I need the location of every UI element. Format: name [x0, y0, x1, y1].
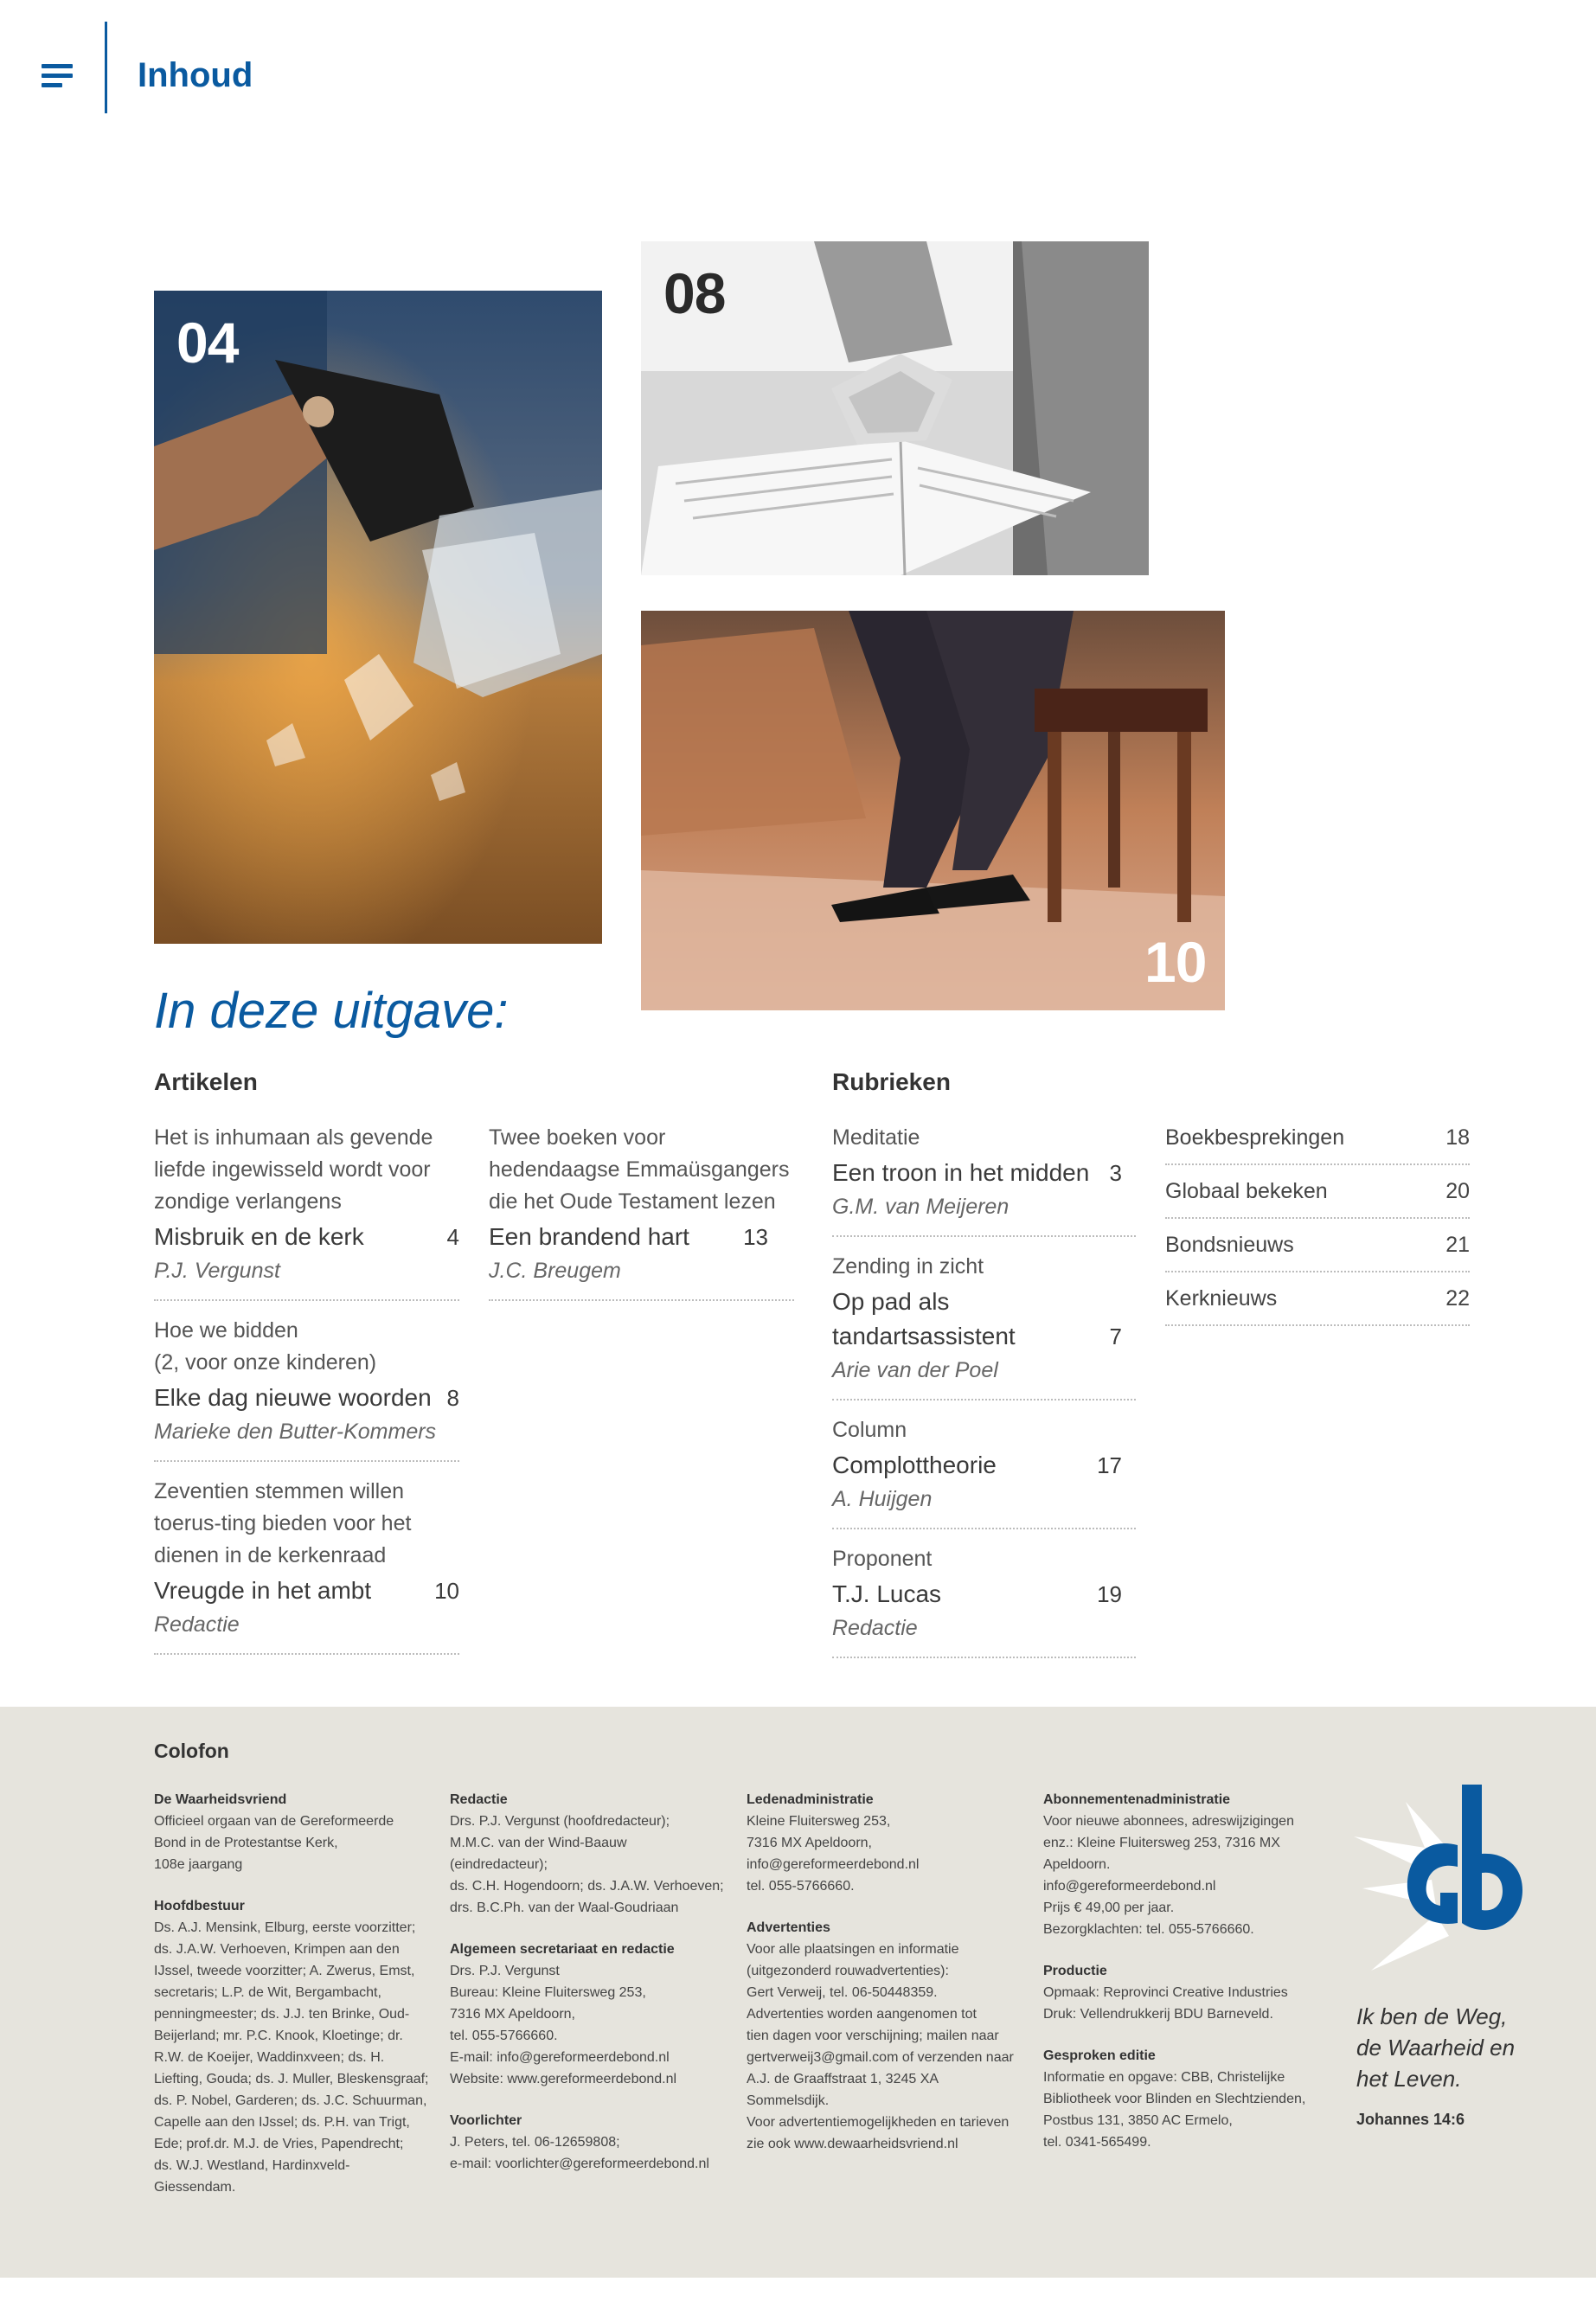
entry-page: 13 [743, 1224, 768, 1250]
hammer-glass-image [154, 291, 602, 944]
colofon-text: Voor alle plaatsingen en informatie (uitgezonderd rouwadvertenties): Gert Verweij, tel. 06-50448359. Advertenties worden aangenomen tot tien dagen voor verschijning; mailen naar gertverweij3@gmail.com of verzenden naar A.J. de Graaffstraat 1, 3245 XA Sommelsdijk. Voor advertentiemogelijkheden en tarieven zie ook www.dewaarheidsvriend.nl [747, 1942, 1014, 2151]
entry-title: Kerknieuws [1165, 1286, 1278, 1311]
photo-article-08[interactable] [641, 241, 1149, 575]
bible-quote-reference: Johannes 14:6 [1356, 2111, 1465, 2128]
toc-entry-rubriek[interactable] [1165, 1229, 1470, 1272]
entry-intro: Meditatie [832, 1125, 920, 1150]
entry-author: P.J. Vergunst [154, 1259, 280, 1283]
menu-icon[interactable] [42, 64, 73, 88]
toc-entry[interactable] [489, 1122, 794, 1301]
colofon-title: Colofon [154, 1740, 229, 1762]
toc-entry[interactable] [154, 1476, 459, 1655]
colofon-column-1 [154, 1789, 431, 2218]
colofon-text: Officieel orgaan van de Gereformeerde Bond in de Protestantse Kerk, 108e jaargang [154, 1814, 394, 1872]
colofon-heading: Abonnementenadministratie [1043, 1792, 1231, 1807]
toc-entry[interactable] [832, 1122, 1136, 1237]
entry-page: 21 [1445, 1233, 1470, 1257]
entry-author: Arie van der Poel [832, 1358, 998, 1382]
header-divider [105, 22, 107, 113]
colofon-column-3 [747, 1789, 1023, 2175]
colofon-section [0, 1707, 1596, 2278]
toc-entry-rubriek[interactable] [1165, 1122, 1470, 1165]
colofon-heading: Redactie [450, 1792, 508, 1807]
toc-entry[interactable] [832, 1251, 1136, 1400]
entry-title: Op pad als tandartsassistent [832, 1288, 1016, 1349]
entry-title: Bondsnieuws [1165, 1233, 1294, 1257]
toc-entry[interactable] [154, 1122, 459, 1301]
rubrieken-column-1 [832, 1122, 1136, 1672]
colofon-heading: Gesproken editie [1043, 2048, 1156, 2063]
entry-page: 22 [1445, 1286, 1470, 1311]
seated-legs-chair-image [641, 611, 1225, 1010]
section-label-rubrieken: Rubrieken [832, 1068, 951, 1095]
entry-page: 3 [1109, 1160, 1122, 1186]
toc-entry-rubriek[interactable] [1165, 1176, 1470, 1219]
entry-title: Complottheorie [832, 1452, 997, 1478]
toc-entry[interactable] [154, 1315, 459, 1462]
entry-author: G.M. van Meijeren [832, 1195, 1010, 1219]
colofon-heading: Hoofdbestuur [154, 1899, 245, 1913]
colofon-column-4 [1043, 1789, 1320, 2173]
entry-title: Een troon in het midden [832, 1159, 1090, 1186]
colofon-text: Kleine Fluitersweg 253, 7316 MX Apeldoorn, info@gereformeerdebond.nl tel. 055-5766660. [747, 1814, 920, 1894]
colofon-text: Drs. P.J. Vergunst (hoofdredacteur); M.M.C. van der Wind-Baauw (eindredacteur); ds. C.H. Hogendoorn; ds. J.A.W. Verhoeven; drs. B.C.Ph. van der Waal-Goudriaan [450, 1814, 724, 1915]
rubrieken-column-2 [1165, 1122, 1470, 1336]
entry-author: Marieke den Butter-Kommers [154, 1420, 437, 1444]
entry-intro: Zeventien stemmen willen toerus-ting bieden voor het dienen in de kerkenraad [154, 1479, 412, 1567]
entry-author: J.C. Breugem [489, 1259, 621, 1283]
entry-intro: Twee boeken voor hedendaagse Emmaüsgangers die het Oude Testament lezen [489, 1125, 790, 1214]
colofon-heading: Voorlichter [450, 2113, 522, 2128]
entry-page: 20 [1445, 1179, 1470, 1203]
colofon-heading: Algemeen secretariaat en redactie [450, 1942, 675, 1957]
entry-author: A. Huijgen [832, 1487, 933, 1511]
entry-author: Redactie [154, 1612, 240, 1637]
entry-intro: Column [832, 1418, 907, 1442]
entry-title: Misbruik en de kerk [154, 1223, 364, 1250]
artikelen-column-1 [154, 1122, 459, 1669]
section-label-artikelen: Artikelen [154, 1068, 258, 1095]
entry-author: Redactie [832, 1616, 918, 1640]
entry-intro: Hoe we bidden (2, voor onze kinderen) [154, 1318, 377, 1375]
colofon-text: Voor nieuwe abonnees, adreswijzigingen enz.: Kleine Fluitersweg 253, 7316 MX Apeldoorn. info@gereformeerdebond.nl Prijs € 49,00 per jaar. Bezorgklachten: tel. 055-5766660. [1043, 1814, 1294, 1937]
page-number-10: 10 [1144, 930, 1207, 994]
colofon-text: Opmaak: Reprovinci Creative Industries Druk: Vellendrukkerij BDU Barneveld. [1043, 1985, 1288, 2022]
entry-title: Boekbesprekingen [1165, 1125, 1345, 1150]
entry-page: 19 [1097, 1581, 1122, 1607]
colofon-heading: Ledenadministratie [747, 1792, 874, 1807]
colofon-text: Ds. A.J. Mensink, Elburg, eerste voorzitter; ds. J.A.W. Verhoeven, Krimpen aan den IJssel, tweede voorzitter; A. Zwerus, Emst, secretaris; L.P. de Wit, Bergambacht, penningmeester; ds. J.J. ten Brinke, Oud- Beijerland; mr. P.C. Knook, Kloetinge; dr. R.W. de Koeijer, Waddinxveen; ds. H. Liefting, Gouda; ds. J. Muller, Bleskensgraaf; ds. P. Nobel, Garderen; ds. J.C. Schuurman, Capelle aan den IJssel; ds. P.H. van Trigt, Ede; prof.dr. M.J. de Vries, Papendrecht; ds. W.J. Westland, Hardinxveld-Giessendam. [154, 1920, 429, 2195]
colofon-heading: Productie [1043, 1964, 1107, 1978]
photo-article-04[interactable] [154, 291, 602, 944]
entry-title: Elke dag nieuwe woorden [154, 1384, 432, 1411]
entry-page: 17 [1097, 1452, 1122, 1478]
entry-title: Globaal bekeken [1165, 1179, 1328, 1203]
artikelen-column-2 [489, 1122, 794, 1315]
bible-quote: Ik ben de Weg, de Waarheid en het Leven. [1356, 2003, 1516, 2092]
entry-page: 8 [446, 1385, 459, 1411]
colofon-text: J. Peters, tel. 06-12659808; e-mail: voorlichter@gereformeerdebond.nl [450, 2135, 709, 2171]
entry-page: 10 [434, 1578, 459, 1604]
page-title: Inhoud [138, 56, 253, 94]
gereformeerde-bond-logo [1354, 1785, 1527, 1971]
toc-entry-rubriek[interactable] [1165, 1283, 1470, 1326]
entry-page: 7 [1109, 1324, 1122, 1349]
entry-intro: Proponent [832, 1547, 933, 1571]
entry-title: T.J. Lucas [832, 1580, 942, 1607]
entry-title: Vreugde in het ambt [154, 1577, 372, 1604]
page-number-04: 04 [176, 311, 239, 375]
page-number-08: 08 [663, 261, 726, 325]
entry-page: 4 [446, 1224, 459, 1250]
colofon-column-2 [450, 1789, 727, 2195]
colofon-heading: De Waarheidsvriend [154, 1792, 287, 1807]
colofon-text: Drs. P.J. Vergunst Bureau: Kleine Fluitersweg 253, 7316 MX Apeldoorn, tel. 055-5766660. E-mail: info@gereformeerdebond.nl Website: www.gereformeerdebond.nl [450, 1964, 677, 2086]
entry-intro: Het is inhumaan als gevende liefde ingewisseld wordt voor zondige verlangens [154, 1125, 433, 1214]
photo-article-10[interactable] [641, 611, 1225, 1010]
entry-page: 18 [1445, 1125, 1470, 1150]
colofon-text: Informatie en opgave: CBB, Christelijke Bibliotheek voor Blinden en Slechtzienden, Postbus 131, 3850 AC Ermelo, tel. 0341-565499. [1043, 2070, 1306, 2150]
entry-title: Een brandend hart [489, 1223, 689, 1250]
colofon-heading: Advertenties [747, 1920, 830, 1935]
issue-heading: In deze uitgave: [154, 983, 509, 1039]
entry-intro: Zending in zicht [832, 1254, 984, 1279]
toc-entry[interactable] [832, 1543, 1136, 1658]
toc-entry[interactable] [832, 1414, 1136, 1529]
